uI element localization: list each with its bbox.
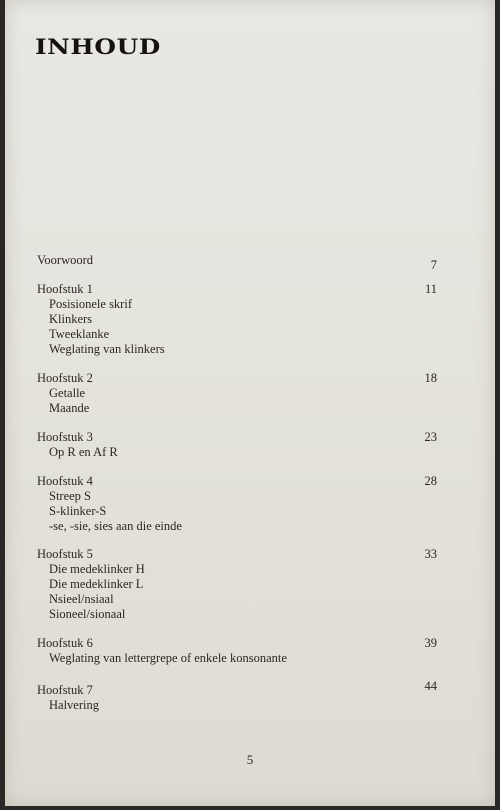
toc-page-number: 11	[424, 282, 437, 296]
page-title: INHOUD	[35, 34, 161, 59]
toc-subsection: Die medeklinker L	[49, 577, 144, 591]
toc-chapter-label: Hoofstuk 7	[37, 683, 93, 697]
toc-chapter-label: Hoofstuk 2	[37, 371, 93, 385]
toc-page-number: 18	[424, 371, 437, 385]
toc-chapter-label: Hoofstuk 3	[37, 430, 93, 444]
toc-chapter-label: Voorwoord	[37, 253, 94, 267]
toc-entry-hoofstuk-6	[37, 636, 437, 666]
toc-subsection: Tweeklanke	[49, 327, 110, 341]
toc-page-number: 23	[424, 430, 437, 444]
toc-subsection: Klinkers	[49, 312, 93, 326]
toc-entry-hoofstuk-2	[37, 371, 437, 416]
book-page	[5, 0, 495, 806]
toc-subsection: Nsieel/nsiaal	[49, 592, 114, 606]
toc-page-number: 28	[424, 474, 437, 488]
toc-subsection: Maande	[49, 401, 90, 415]
toc-subsection: Sioneel/sionaal	[49, 607, 126, 621]
toc-page-number: 33	[424, 547, 437, 561]
toc-chapter-label: Hoofstuk 4	[37, 474, 93, 488]
toc-subsection: Weglating van lettergrepe of enkele konsonante	[49, 651, 287, 665]
toc-entry-hoofstuk-1	[37, 282, 437, 357]
toc-subsection: Weglating van klinkers	[49, 342, 165, 356]
toc-entry-hoofstuk-7	[37, 679, 437, 713]
toc-subsection: S-klinker-S	[49, 504, 107, 518]
toc-chapter-label: Hoofstuk 6	[37, 636, 93, 650]
toc-page-number: 7	[430, 258, 437, 272]
toc-subsection: Op R en Af R	[49, 445, 118, 459]
toc-page-number: 39	[424, 636, 437, 650]
toc-entry-hoofstuk-3	[37, 430, 437, 460]
toc-entry-hoofstuk-5	[37, 547, 437, 622]
toc-chapter-label: Hoofstuk 5	[37, 547, 93, 561]
toc-page-number: 44	[424, 679, 437, 693]
toc-subsection: Die medeklinker H	[49, 562, 145, 576]
toc-subsection: -se, -sie, sies aan die einde	[49, 519, 182, 533]
toc-subsection: Halvering	[49, 698, 99, 712]
toc-entry-voorwoord	[37, 253, 437, 272]
toc-subsection: Posisionele skrif	[49, 297, 132, 311]
toc-chapter-label: Hoofstuk 1	[37, 282, 93, 296]
toc-subsection: Getalle	[49, 386, 86, 400]
page-folio-number: 5	[246, 752, 254, 767]
toc-entry-hoofstuk-4	[37, 474, 437, 534]
toc-subsection: Streep S	[49, 489, 92, 503]
